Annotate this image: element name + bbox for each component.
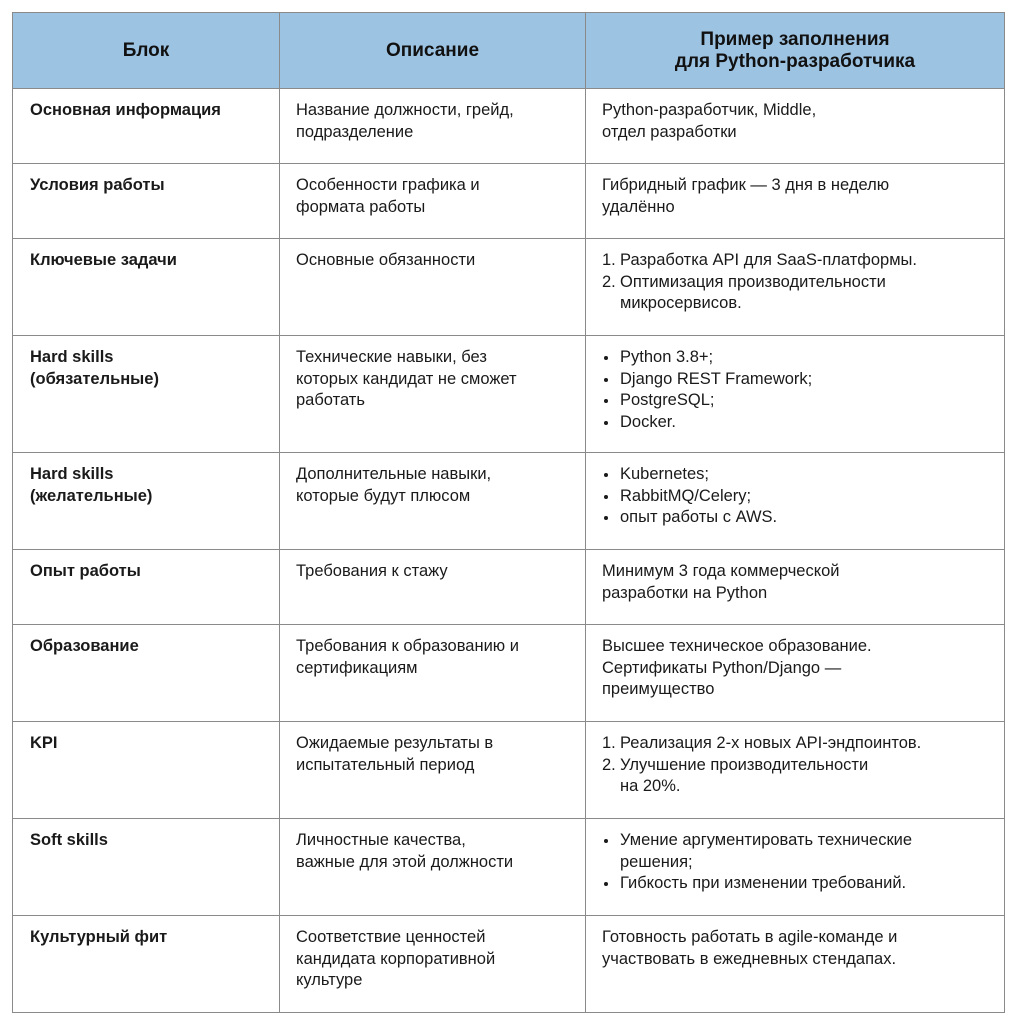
description-line: Требования к образованию и bbox=[296, 637, 519, 655]
description-line: Дополнительные навыки, bbox=[296, 465, 492, 483]
description-cell bbox=[280, 89, 586, 164]
list-item-text: Разработка API для SaaS-платформы. bbox=[620, 251, 917, 269]
description-line: Название должности, грейд, bbox=[296, 101, 514, 119]
table-row bbox=[13, 453, 1005, 550]
block-label-line: (обязательные) bbox=[30, 369, 159, 388]
numbered-list bbox=[602, 250, 992, 315]
table-row bbox=[13, 819, 1005, 916]
description-line: Личностные качества, bbox=[296, 831, 466, 849]
example-line: Минимум 3 года коммерческой bbox=[602, 562, 840, 580]
column-header-block-label: Блок bbox=[122, 39, 170, 61]
description-cell bbox=[280, 550, 586, 625]
example-cell bbox=[586, 819, 1005, 916]
example-cell bbox=[586, 550, 1005, 625]
table-row bbox=[13, 89, 1005, 164]
block-cell bbox=[13, 625, 280, 722]
example-cell bbox=[586, 916, 1005, 1013]
description-cell bbox=[280, 164, 586, 239]
bullet-list-item bbox=[602, 507, 992, 529]
block-label: Основная информация bbox=[30, 101, 221, 119]
block-cell bbox=[13, 336, 280, 453]
block-label: Ключевые задачи bbox=[30, 251, 177, 269]
list-item-text: Django REST Framework; bbox=[620, 369, 813, 388]
bullet-list bbox=[602, 347, 992, 433]
example-cell bbox=[586, 722, 1005, 819]
numbered-list-item bbox=[602, 755, 992, 798]
block-label-line: Hard skills bbox=[30, 465, 114, 483]
list-item-text: RabbitMQ/Celery; bbox=[620, 486, 752, 505]
bullet-list bbox=[602, 830, 992, 895]
description-line: которые будут плюсом bbox=[296, 486, 471, 505]
description-line: Особенности графика и bbox=[296, 176, 480, 194]
bullet-list bbox=[602, 464, 992, 529]
block-cell bbox=[13, 819, 280, 916]
table-body bbox=[13, 89, 1005, 1013]
description-cell bbox=[280, 916, 586, 1013]
block-label: Опыт работы bbox=[30, 562, 141, 580]
list-item-text: Умение аргументировать технические bbox=[620, 831, 913, 849]
list-item-text: Kubernetes; bbox=[620, 465, 709, 483]
list-item-text: Оптимизация производительности bbox=[620, 272, 886, 291]
example-line: участвовать в ежедневных стендапах. bbox=[602, 949, 897, 968]
table-row bbox=[13, 336, 1005, 453]
description-line: важные для этой должности bbox=[296, 852, 514, 871]
description-line: Основные обязанности bbox=[296, 251, 476, 269]
table-row bbox=[13, 916, 1005, 1013]
description-cell bbox=[280, 239, 586, 336]
block-label: Soft skills bbox=[30, 831, 108, 849]
description-cell bbox=[280, 453, 586, 550]
column-header-block bbox=[13, 13, 280, 89]
list-item-text: Docker. bbox=[620, 412, 676, 431]
description-cell bbox=[280, 336, 586, 453]
block-label: Условия работы bbox=[30, 176, 165, 194]
table-row bbox=[13, 164, 1005, 239]
list-item-text: решения; bbox=[620, 852, 693, 871]
example-cell bbox=[586, 89, 1005, 164]
example-line: удалённо bbox=[602, 197, 675, 216]
example-cell bbox=[586, 239, 1005, 336]
bullet-list-item bbox=[602, 873, 992, 895]
example-line: отдел разработки bbox=[602, 122, 737, 141]
list-item-text: на 20%. bbox=[620, 777, 681, 795]
numbered-list-item bbox=[602, 733, 992, 755]
description-line: культуре bbox=[296, 971, 363, 989]
description-cell bbox=[280, 625, 586, 722]
description-line: Требования к стажу bbox=[296, 562, 448, 580]
table-row bbox=[13, 550, 1005, 625]
bullet-list-item bbox=[602, 830, 992, 873]
block-cell bbox=[13, 89, 280, 164]
example-line: преимущество bbox=[602, 680, 715, 698]
bullet-list-item bbox=[602, 464, 992, 486]
example-line: Готовность работать в agile-команде и bbox=[602, 928, 898, 946]
table-row bbox=[13, 625, 1005, 722]
list-item-text: Реализация 2-х новых API-эндпоинтов. bbox=[620, 734, 922, 752]
description-line: подразделение bbox=[296, 122, 414, 141]
table-row bbox=[13, 722, 1005, 819]
list-number: 1. bbox=[602, 734, 616, 752]
header-row bbox=[13, 13, 1005, 89]
table-header bbox=[13, 13, 1005, 89]
column-header-description bbox=[280, 13, 586, 89]
example-line: Гибридный график — 3 дня в неделю bbox=[602, 176, 890, 194]
description-line: которых кандидат не сможет bbox=[296, 369, 517, 388]
bullet-list-item bbox=[602, 390, 992, 412]
list-item-text: Гибкость при изменении требований. bbox=[620, 874, 907, 892]
block-label: Культурный фит bbox=[30, 928, 168, 946]
description-line: Ожидаемые результаты в bbox=[296, 734, 494, 752]
list-item-text: Python 3.8+; bbox=[620, 348, 714, 366]
column-header-example bbox=[586, 13, 1005, 89]
description-line: сертификациям bbox=[296, 658, 418, 677]
numbered-list bbox=[602, 733, 992, 798]
block-label: Образование bbox=[30, 637, 139, 655]
block-cell bbox=[13, 164, 280, 239]
description-line: Технические навыки, без bbox=[296, 348, 487, 366]
table-row bbox=[13, 239, 1005, 336]
description-line: Соответствие ценностей bbox=[296, 928, 486, 946]
example-cell bbox=[586, 453, 1005, 550]
example-line: Python-разработчик, Middle, bbox=[602, 101, 817, 119]
example-line: Сертификаты Python/Django — bbox=[602, 658, 842, 677]
column-header-description-label: Описание bbox=[385, 39, 480, 61]
list-item-text: Улучшение производительности bbox=[620, 755, 869, 774]
description-cell bbox=[280, 722, 586, 819]
numbered-list-item bbox=[602, 272, 992, 315]
block-cell bbox=[13, 453, 280, 550]
example-line: разработки на Python bbox=[602, 583, 768, 602]
job-profile-table bbox=[12, 12, 1005, 1013]
list-number: 2. bbox=[602, 755, 616, 774]
block-cell bbox=[13, 722, 280, 819]
block-label-line: Hard skills bbox=[30, 348, 114, 366]
column-header-example-line-1: Пример заполнения bbox=[700, 28, 890, 50]
block-cell bbox=[13, 239, 280, 336]
example-cell bbox=[586, 625, 1005, 722]
list-number: 2. bbox=[602, 272, 616, 291]
bullet-list-item bbox=[602, 347, 992, 369]
block-label-line: (желательные) bbox=[30, 486, 153, 505]
description-line: испытательный период bbox=[296, 755, 475, 774]
description-line: работать bbox=[296, 391, 365, 409]
numbered-list-item bbox=[602, 250, 992, 272]
column-header-example-line-2: для Python-разработчика bbox=[674, 50, 916, 72]
list-item-text: опыт работы с AWS. bbox=[620, 508, 778, 526]
example-line: Высшее техническое образование. bbox=[602, 637, 872, 655]
list-number: 1. bbox=[602, 251, 616, 269]
bullet-list-item bbox=[602, 486, 992, 508]
bullet-list-item bbox=[602, 369, 992, 391]
block-cell bbox=[13, 550, 280, 625]
example-cell bbox=[586, 164, 1005, 239]
list-item-text: микросервисов. bbox=[620, 294, 742, 312]
description-line: формата работы bbox=[296, 197, 426, 216]
example-cell bbox=[586, 336, 1005, 453]
block-label: KPI bbox=[30, 734, 58, 752]
description-cell bbox=[280, 819, 586, 916]
block-cell bbox=[13, 916, 280, 1013]
bullet-list-item bbox=[602, 412, 992, 434]
description-line: кандидата корпоративной bbox=[296, 949, 496, 968]
list-item-text: PostgreSQL; bbox=[620, 391, 715, 409]
